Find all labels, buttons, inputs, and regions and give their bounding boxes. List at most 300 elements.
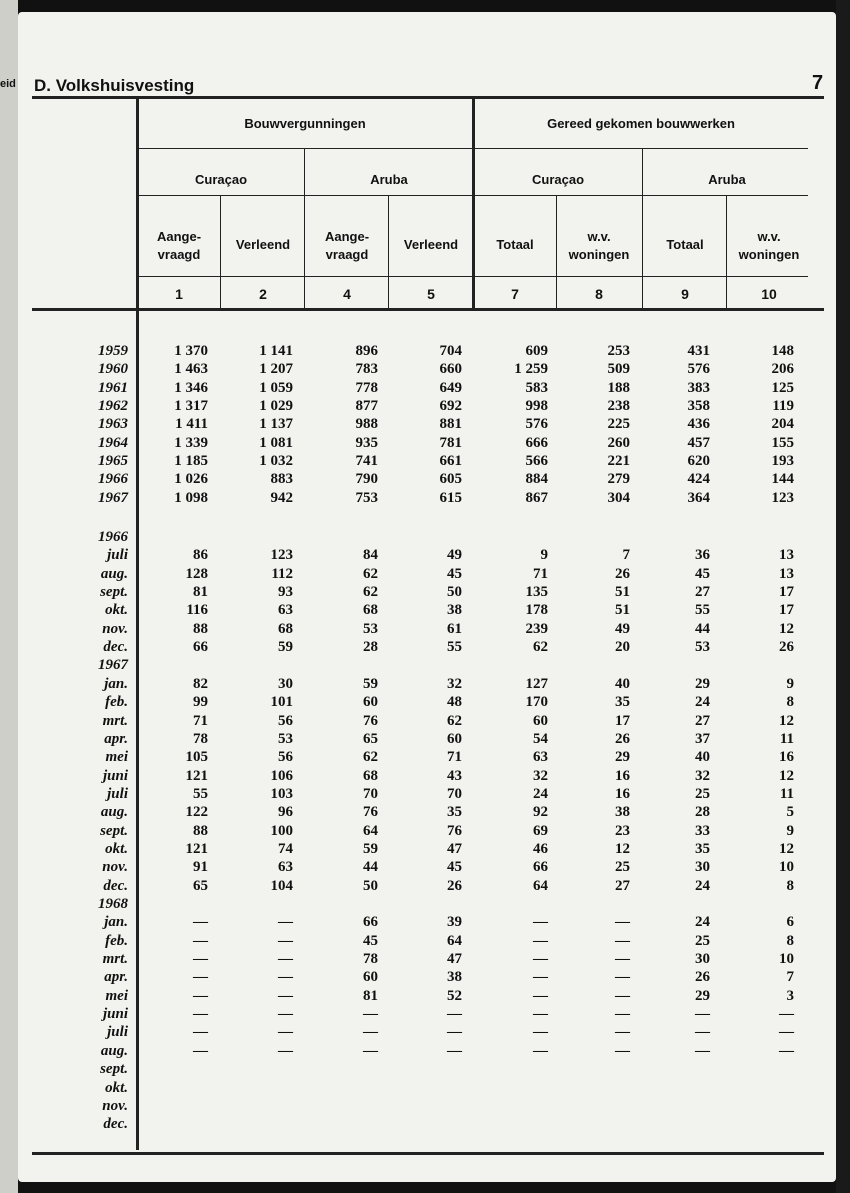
header-aruba-left: Aruba: [370, 172, 408, 187]
table-cell: 68: [278, 621, 293, 637]
table-cell: 16: [779, 749, 794, 765]
col-header-2: [222, 236, 304, 254]
table-cell: 60: [363, 694, 378, 710]
table-cell: 59: [363, 676, 378, 692]
table-cell: 70: [447, 786, 462, 802]
table-row: [18, 693, 818, 711]
table-row: [18, 895, 818, 913]
table-cell: 32: [695, 768, 710, 784]
table-cell: 82: [193, 676, 208, 692]
table-cell: 253: [607, 343, 630, 359]
table-cell: 69: [533, 823, 548, 839]
col-header-line: w.v.: [757, 229, 781, 244]
table-cell: 74: [278, 841, 293, 857]
table-cell: 122: [185, 804, 208, 820]
table-cell: 16: [615, 786, 630, 802]
table-cell: 238: [607, 398, 630, 414]
table-cell: 704: [439, 343, 462, 359]
table-cell: 93: [278, 584, 293, 600]
table-cell: —: [278, 1024, 293, 1040]
table-cell: 13: [779, 547, 794, 563]
table-row: [18, 1060, 818, 1078]
table-cell: 620: [687, 453, 710, 469]
table-cell: 68: [363, 602, 378, 618]
row-label: 1966: [98, 471, 128, 487]
table-cell: 33: [695, 823, 710, 839]
table-cell: 383: [687, 380, 710, 396]
table-cell: 12: [615, 841, 630, 857]
table-cell: 144: [771, 471, 794, 487]
table-cell: 43: [447, 768, 462, 784]
table-cell: 576: [525, 416, 548, 432]
table-cell: 8: [786, 878, 794, 894]
table-cell: 7: [786, 969, 794, 985]
row-label: 1960: [98, 361, 128, 377]
table-cell: 12: [779, 621, 794, 637]
table-cell: 609: [525, 343, 548, 359]
col-divider-2: [220, 196, 221, 309]
table-cell: 1 026: [174, 471, 208, 487]
table-cell: —: [533, 1006, 548, 1022]
table-cell: 781: [439, 435, 462, 451]
table-cell: 27: [695, 713, 710, 729]
table-cell: —: [695, 1024, 710, 1040]
table-cell: 78: [363, 951, 378, 967]
table-cell: 1 032: [259, 453, 293, 469]
col-header-line: w.v.: [587, 229, 611, 244]
table-cell: 29: [695, 988, 710, 1004]
table-row: [18, 656, 818, 674]
table-row: [18, 489, 818, 507]
table-row: [18, 601, 818, 619]
table-cell: 29: [695, 676, 710, 692]
table-cell: 56: [278, 749, 293, 765]
row-label: feb.: [105, 694, 128, 710]
table-cell: 24: [695, 694, 710, 710]
table-cell: 1 346: [174, 380, 208, 396]
table-row: [18, 913, 818, 931]
table-cell: —: [779, 1024, 794, 1040]
table-cell: 105: [185, 749, 208, 765]
table-cell: 53: [695, 639, 710, 655]
table-cell: 32: [447, 676, 462, 692]
table-cell: —: [278, 1043, 293, 1059]
table-cell: 45: [695, 566, 710, 582]
table-cell: 116: [186, 602, 208, 618]
table-cell: 20: [615, 639, 630, 655]
table-row: [18, 987, 818, 1005]
table-cell: 54: [533, 731, 548, 747]
col-header-line: Verleend: [235, 237, 291, 252]
table-cell: 71: [193, 713, 208, 729]
table-row: [18, 767, 818, 785]
table-cell: —: [615, 969, 630, 985]
table-cell: 40: [615, 676, 630, 692]
table-cell: —: [193, 1024, 208, 1040]
table-row: [18, 1115, 818, 1133]
row-label: 1959: [98, 343, 128, 359]
table-cell: 38: [447, 602, 462, 618]
table-cell: 27: [695, 584, 710, 600]
table-row: [18, 950, 818, 968]
header-curacao-left: Curaçao: [194, 172, 248, 187]
table-cell: 76: [363, 713, 378, 729]
table-row: [18, 1097, 818, 1115]
col-header-line: Aange-: [156, 229, 202, 244]
table-cell: 225: [607, 416, 630, 432]
table-cell: 7: [622, 547, 630, 563]
table-cell: 123: [771, 490, 794, 506]
table-cell: —: [447, 1024, 462, 1040]
row-label: dec.: [103, 1116, 128, 1132]
table-cell: 23: [615, 823, 630, 839]
table-cell: 790: [355, 471, 378, 487]
table-cell: 11: [779, 786, 794, 802]
table-cell: 431: [687, 343, 710, 359]
table-cell: 8: [786, 933, 794, 949]
col-header-line: vraagd: [157, 247, 201, 262]
row-label: feb.: [105, 933, 128, 949]
table-cell: 30: [695, 859, 710, 875]
table-cell: 6: [786, 914, 794, 930]
table-cell: 125: [771, 380, 794, 396]
table-cell: 12: [779, 713, 794, 729]
table-cell: 1 081: [259, 435, 293, 451]
table-cell: 66: [193, 639, 208, 655]
col-number: 9: [681, 286, 689, 302]
table-cell: 47: [447, 951, 462, 967]
table-row: [18, 397, 818, 415]
table-cell: —: [695, 1006, 710, 1022]
col-header-line: vraagd: [325, 247, 369, 262]
row-label: 1966: [98, 529, 128, 545]
table-cell: 68: [363, 768, 378, 784]
col-header-6: [558, 228, 640, 264]
table-cell: 1 259: [514, 361, 548, 377]
table-row: [18, 546, 818, 564]
table-cell: 1 463: [174, 361, 208, 377]
table-row: [18, 877, 818, 895]
row-label: 1967: [98, 657, 128, 673]
table-cell: 12: [779, 841, 794, 857]
table-cell: 17: [779, 584, 794, 600]
table-cell: 10: [779, 951, 794, 967]
table-cell: 942: [270, 490, 293, 506]
table-cell: 60: [363, 969, 378, 985]
table-cell: 49: [615, 621, 630, 637]
row-label: aug.: [100, 1043, 128, 1059]
table-cell: 206: [771, 361, 794, 377]
bottom-rule: [32, 1152, 824, 1155]
table-cell: 91: [193, 859, 208, 875]
table-cell: 65: [363, 731, 378, 747]
col-header-5: [474, 236, 556, 254]
table-cell: —: [278, 969, 293, 985]
table-cell: 279: [607, 471, 630, 487]
table-cell: 741: [355, 453, 378, 469]
col-header-line: Totaal: [666, 237, 704, 252]
table-cell: 204: [771, 416, 794, 432]
table-row: [18, 858, 818, 876]
table-cell: 50: [447, 584, 462, 600]
table-cell: 358: [687, 398, 710, 414]
table-row: [18, 785, 818, 803]
row-label: sept.: [100, 1061, 128, 1077]
table-cell: 45: [447, 566, 462, 582]
table-row: [18, 342, 818, 360]
table-cell: 605: [439, 471, 462, 487]
page-number: 7: [812, 72, 824, 94]
table-cell: 119: [772, 398, 794, 414]
col-header-7: [644, 236, 726, 254]
header-rule: [32, 96, 824, 99]
table-cell: 13: [779, 566, 794, 582]
table-cell: 64: [363, 823, 378, 839]
table-cell: 84: [363, 547, 378, 563]
table-cell: 881: [439, 416, 462, 432]
colnumber-rule: [32, 308, 824, 311]
table-cell: 178: [525, 602, 548, 618]
table-cell: 666: [525, 435, 548, 451]
table-cell: 24: [533, 786, 548, 802]
section-title: D. Volkshuisvesting: [34, 76, 195, 95]
table-cell: 364: [687, 490, 710, 506]
table-cell: 96: [278, 804, 293, 820]
table-cell: 649: [439, 380, 462, 396]
table-cell: 29: [615, 749, 630, 765]
table-cell: 1 185: [174, 453, 208, 469]
table-cell: 660: [439, 361, 462, 377]
table-row: [18, 638, 818, 656]
table-cell: —: [447, 1006, 462, 1022]
table-cell: —: [193, 1006, 208, 1022]
col-number: 1: [175, 286, 183, 302]
table-cell: 692: [439, 398, 462, 414]
table-cell: 26: [447, 878, 462, 894]
table-cell: —: [533, 914, 548, 930]
table-cell: 424: [687, 471, 710, 487]
table-cell: 24: [695, 914, 710, 930]
table-cell: 753: [355, 490, 378, 506]
col-header-4: [390, 236, 472, 254]
table-cell: 148: [771, 343, 794, 359]
table-cell: 59: [278, 639, 293, 655]
table-row: [18, 379, 818, 397]
table-cell: 88: [193, 621, 208, 637]
table-row: [18, 1023, 818, 1041]
row-label: okt.: [105, 1080, 128, 1096]
table-row: [18, 968, 818, 986]
table-row: [18, 1042, 818, 1060]
table-cell: 135: [525, 584, 548, 600]
table-cell: 566: [525, 453, 548, 469]
table-cell: 1 207: [259, 361, 293, 377]
table-cell: —: [363, 1006, 378, 1022]
table-cell: 436: [687, 416, 710, 432]
table-cell: 45: [363, 933, 378, 949]
table-cell: 78: [193, 731, 208, 747]
col-number: 7: [511, 286, 519, 302]
row-label: sept.: [100, 823, 128, 839]
table-cell: —: [615, 933, 630, 949]
table-row: [18, 803, 818, 821]
table-cell: —: [447, 1043, 462, 1059]
table-cell: 47: [447, 841, 462, 857]
table-cell: 81: [363, 988, 378, 1004]
table-cell: 17: [779, 602, 794, 618]
col-divider-6: [556, 196, 557, 309]
table-cell: 76: [363, 804, 378, 820]
table-cell: 49: [447, 547, 462, 563]
table-cell: 55: [695, 602, 710, 618]
table-cell: —: [695, 1043, 710, 1059]
table-cell: 62: [363, 584, 378, 600]
table-cell: 101: [270, 694, 293, 710]
row-label: mrt.: [102, 713, 128, 729]
col-header-line: Totaal: [496, 237, 534, 252]
table-cell: 46: [533, 841, 548, 857]
row-label: 1964: [98, 435, 128, 451]
table-cell: 877: [355, 398, 378, 414]
table-cell: —: [278, 914, 293, 930]
row-label: sept.: [100, 584, 128, 600]
table-cell: 884: [525, 471, 548, 487]
table-cell: 32: [533, 768, 548, 784]
table-cell: 1 029: [259, 398, 293, 414]
table-cell: 26: [779, 639, 794, 655]
table-cell: —: [533, 1043, 548, 1059]
table-cell: 576: [687, 361, 710, 377]
row-label: juni: [102, 768, 128, 784]
table-cell: 28: [363, 639, 378, 655]
table-cell: —: [363, 1043, 378, 1059]
col-number: 2: [259, 286, 267, 302]
table-cell: 26: [615, 566, 630, 582]
table-row: [18, 822, 818, 840]
table-cell: 1 339: [174, 435, 208, 451]
table-cell: 63: [278, 859, 293, 875]
table-cell: —: [615, 1024, 630, 1040]
table-cell: 55: [447, 639, 462, 655]
table-cell: 61: [447, 621, 462, 637]
table-cell: 615: [439, 490, 462, 506]
table-cell: 35: [695, 841, 710, 857]
row-label: 1963: [98, 416, 128, 432]
table-cell: 1 370: [174, 343, 208, 359]
table-row: [18, 675, 818, 693]
col-header-line: woningen: [738, 247, 800, 262]
row-label: mei: [105, 749, 128, 765]
table-cell: 99: [193, 694, 208, 710]
table-cell: 28: [695, 804, 710, 820]
table-cell: 1 411: [175, 416, 208, 432]
row-label: okt.: [105, 602, 128, 618]
table-cell: 26: [695, 969, 710, 985]
row-label: apr.: [104, 731, 128, 747]
row-label: okt.: [105, 841, 128, 857]
table-cell: 60: [447, 731, 462, 747]
table-cell: —: [779, 1006, 794, 1022]
table-cell: 53: [363, 621, 378, 637]
table-cell: 188: [607, 380, 630, 396]
table-cell: 36: [695, 547, 710, 563]
row-label: juli: [107, 547, 128, 563]
row-label: apr.: [104, 969, 128, 985]
table-cell: 48: [447, 694, 462, 710]
table-row: [18, 620, 818, 638]
row-label: 1967: [98, 490, 128, 506]
table-cell: 1 059: [259, 380, 293, 396]
table-cell: —: [193, 1043, 208, 1059]
table-cell: —: [615, 1043, 630, 1059]
table-cell: —: [278, 933, 293, 949]
table-cell: 66: [363, 914, 378, 930]
region-divider-right: [642, 149, 643, 309]
table-row: [18, 583, 818, 601]
row-label: aug.: [100, 566, 128, 582]
table-cell: 64: [447, 933, 462, 949]
row-label: jan.: [104, 676, 128, 692]
adjacent-page-edge: [0, 0, 18, 1193]
table-cell: 52: [447, 988, 462, 1004]
table-cell: —: [193, 914, 208, 930]
table-row: [18, 415, 818, 433]
row-label: juli: [107, 786, 128, 802]
table-cell: 457: [687, 435, 710, 451]
table-cell: 26: [615, 731, 630, 747]
table-cell: —: [278, 951, 293, 967]
table-cell: 121: [185, 768, 208, 784]
col-divider-4: [388, 196, 389, 309]
table-cell: 9: [540, 547, 548, 563]
table-row: [18, 470, 818, 488]
table-cell: 38: [447, 969, 462, 985]
table-cell: —: [193, 933, 208, 949]
table-cell: 11: [779, 731, 794, 747]
table-cell: —: [533, 969, 548, 985]
table-cell: 88: [193, 823, 208, 839]
table-row: [18, 1079, 818, 1097]
table-cell: —: [615, 914, 630, 930]
table-cell: 70: [363, 786, 378, 802]
table-cell: 50: [363, 878, 378, 894]
table-cell: 51: [615, 584, 630, 600]
header-aruba-right: Aruba: [708, 172, 746, 187]
table-cell: —: [193, 969, 208, 985]
table-cell: 25: [695, 933, 710, 949]
table-cell: 783: [355, 361, 378, 377]
table-row: [18, 452, 818, 470]
table-cell: 63: [278, 602, 293, 618]
table-cell: 509: [607, 361, 630, 377]
table-cell: 104: [270, 878, 293, 894]
table-cell: —: [193, 951, 208, 967]
page-shadow-edge: [836, 0, 850, 1193]
table-cell: 71: [533, 566, 548, 582]
table-cell: 1 141: [259, 343, 293, 359]
row-label: nov.: [102, 621, 128, 637]
table-cell: 30: [695, 951, 710, 967]
table-cell: 35: [447, 804, 462, 820]
table-cell: 39: [447, 914, 462, 930]
row-label: nov.: [102, 859, 128, 875]
table-cell: 583: [525, 380, 548, 396]
table-cell: 121: [185, 841, 208, 857]
table-row: [18, 730, 818, 748]
table-cell: —: [615, 1006, 630, 1022]
col-header-8: [728, 228, 810, 264]
table-cell: —: [533, 1024, 548, 1040]
